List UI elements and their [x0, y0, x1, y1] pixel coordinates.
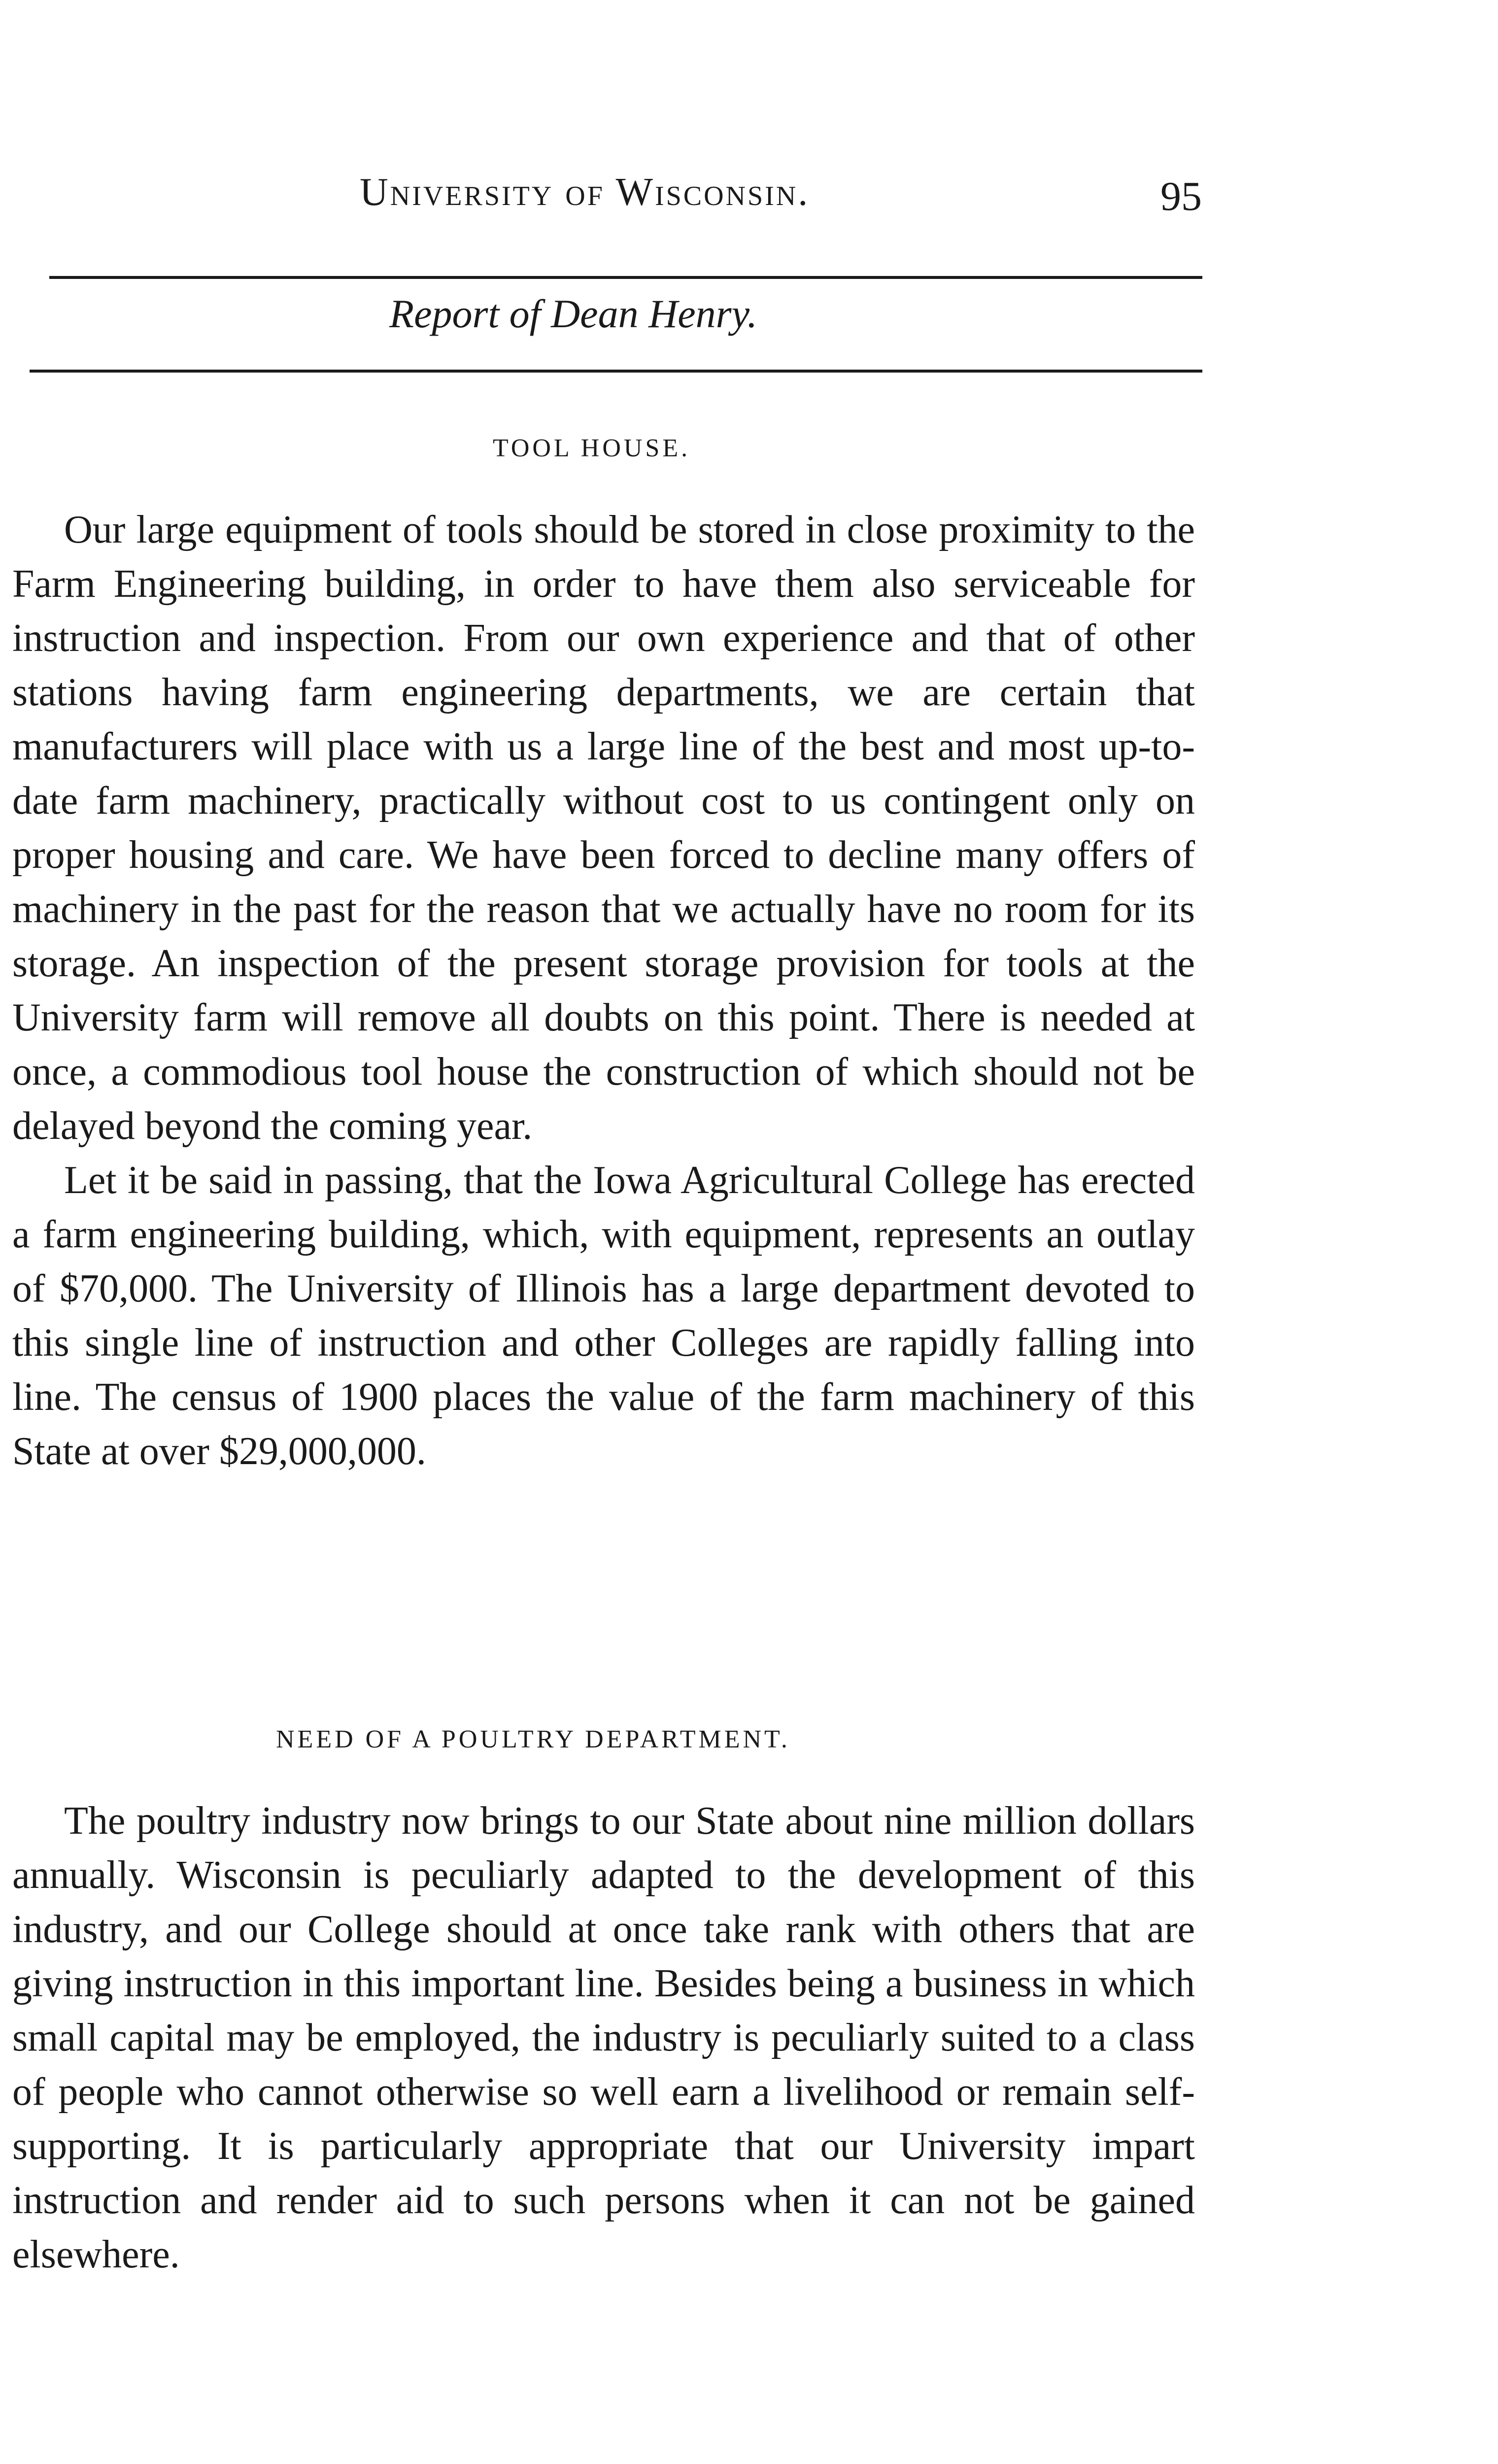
page-number: 95 — [1160, 173, 1202, 219]
report-title: Report of Dean Henry. — [389, 291, 757, 336]
running-head: University of Wisconsin. — [360, 171, 810, 214]
paragraph: Our large equipment of tools should be stored in close proximity to the Farm Engineering building, in order to have them also serviceable for instruction and inspection. From our own experience and that of other stations having farm engineering departments, we are certain that manufacturers will place with us a large line of the best and most up-to-date farm machinery, practically without cost to us contingent only on proper housing and care. We have been forced to decline many offers of machinery in the past for the reason that we actually have no room for its storage. An inspection of the present storage provision for tools at the University farm will remove all doubts on this point. There is needed at once, a commodious tool house the construction of which should not be delayed beyond the coming year. — [12, 508, 1195, 1148]
header-rule-top — [49, 276, 1202, 279]
section-body-poultry-department — [12, 1794, 1195, 2282]
header-rule-bottom — [30, 370, 1202, 373]
section-heading-tool-house: TOOL HOUSE. — [493, 434, 691, 462]
section-body-tool-house — [12, 503, 1195, 1478]
section-heading-poultry-department: NEED OF A POULTRY DEPARTMENT. — [276, 1725, 790, 1753]
paragraph: Let it be said in passing, that the Iowa Agricultural College has erected a farm engineering building, which, with equipment, represents an outlay of $70,000. The University of Illinois has a large department devoted to this single line of instruction and other Colleges are rapidly falling into line. The census of 1900 places the value of the farm machinery of this State at over $29,000,000. — [12, 1159, 1195, 1473]
paragraph: The poultry industry now brings to our State about nine million dollars annually. Wisconsin is peculiarly adapted to the development of this industry, and our College should at once take rank with others that are giving instruction in this important line. Besides being a business in which small capital may be employed, the industry is peculiarly suited to a class of people who cannot otherwise so well earn a livelihood or remain self-supporting. It is particularly appropriate that our University impart instruction and render aid to such persons when it can not be gained elsewhere. — [12, 1799, 1195, 2276]
